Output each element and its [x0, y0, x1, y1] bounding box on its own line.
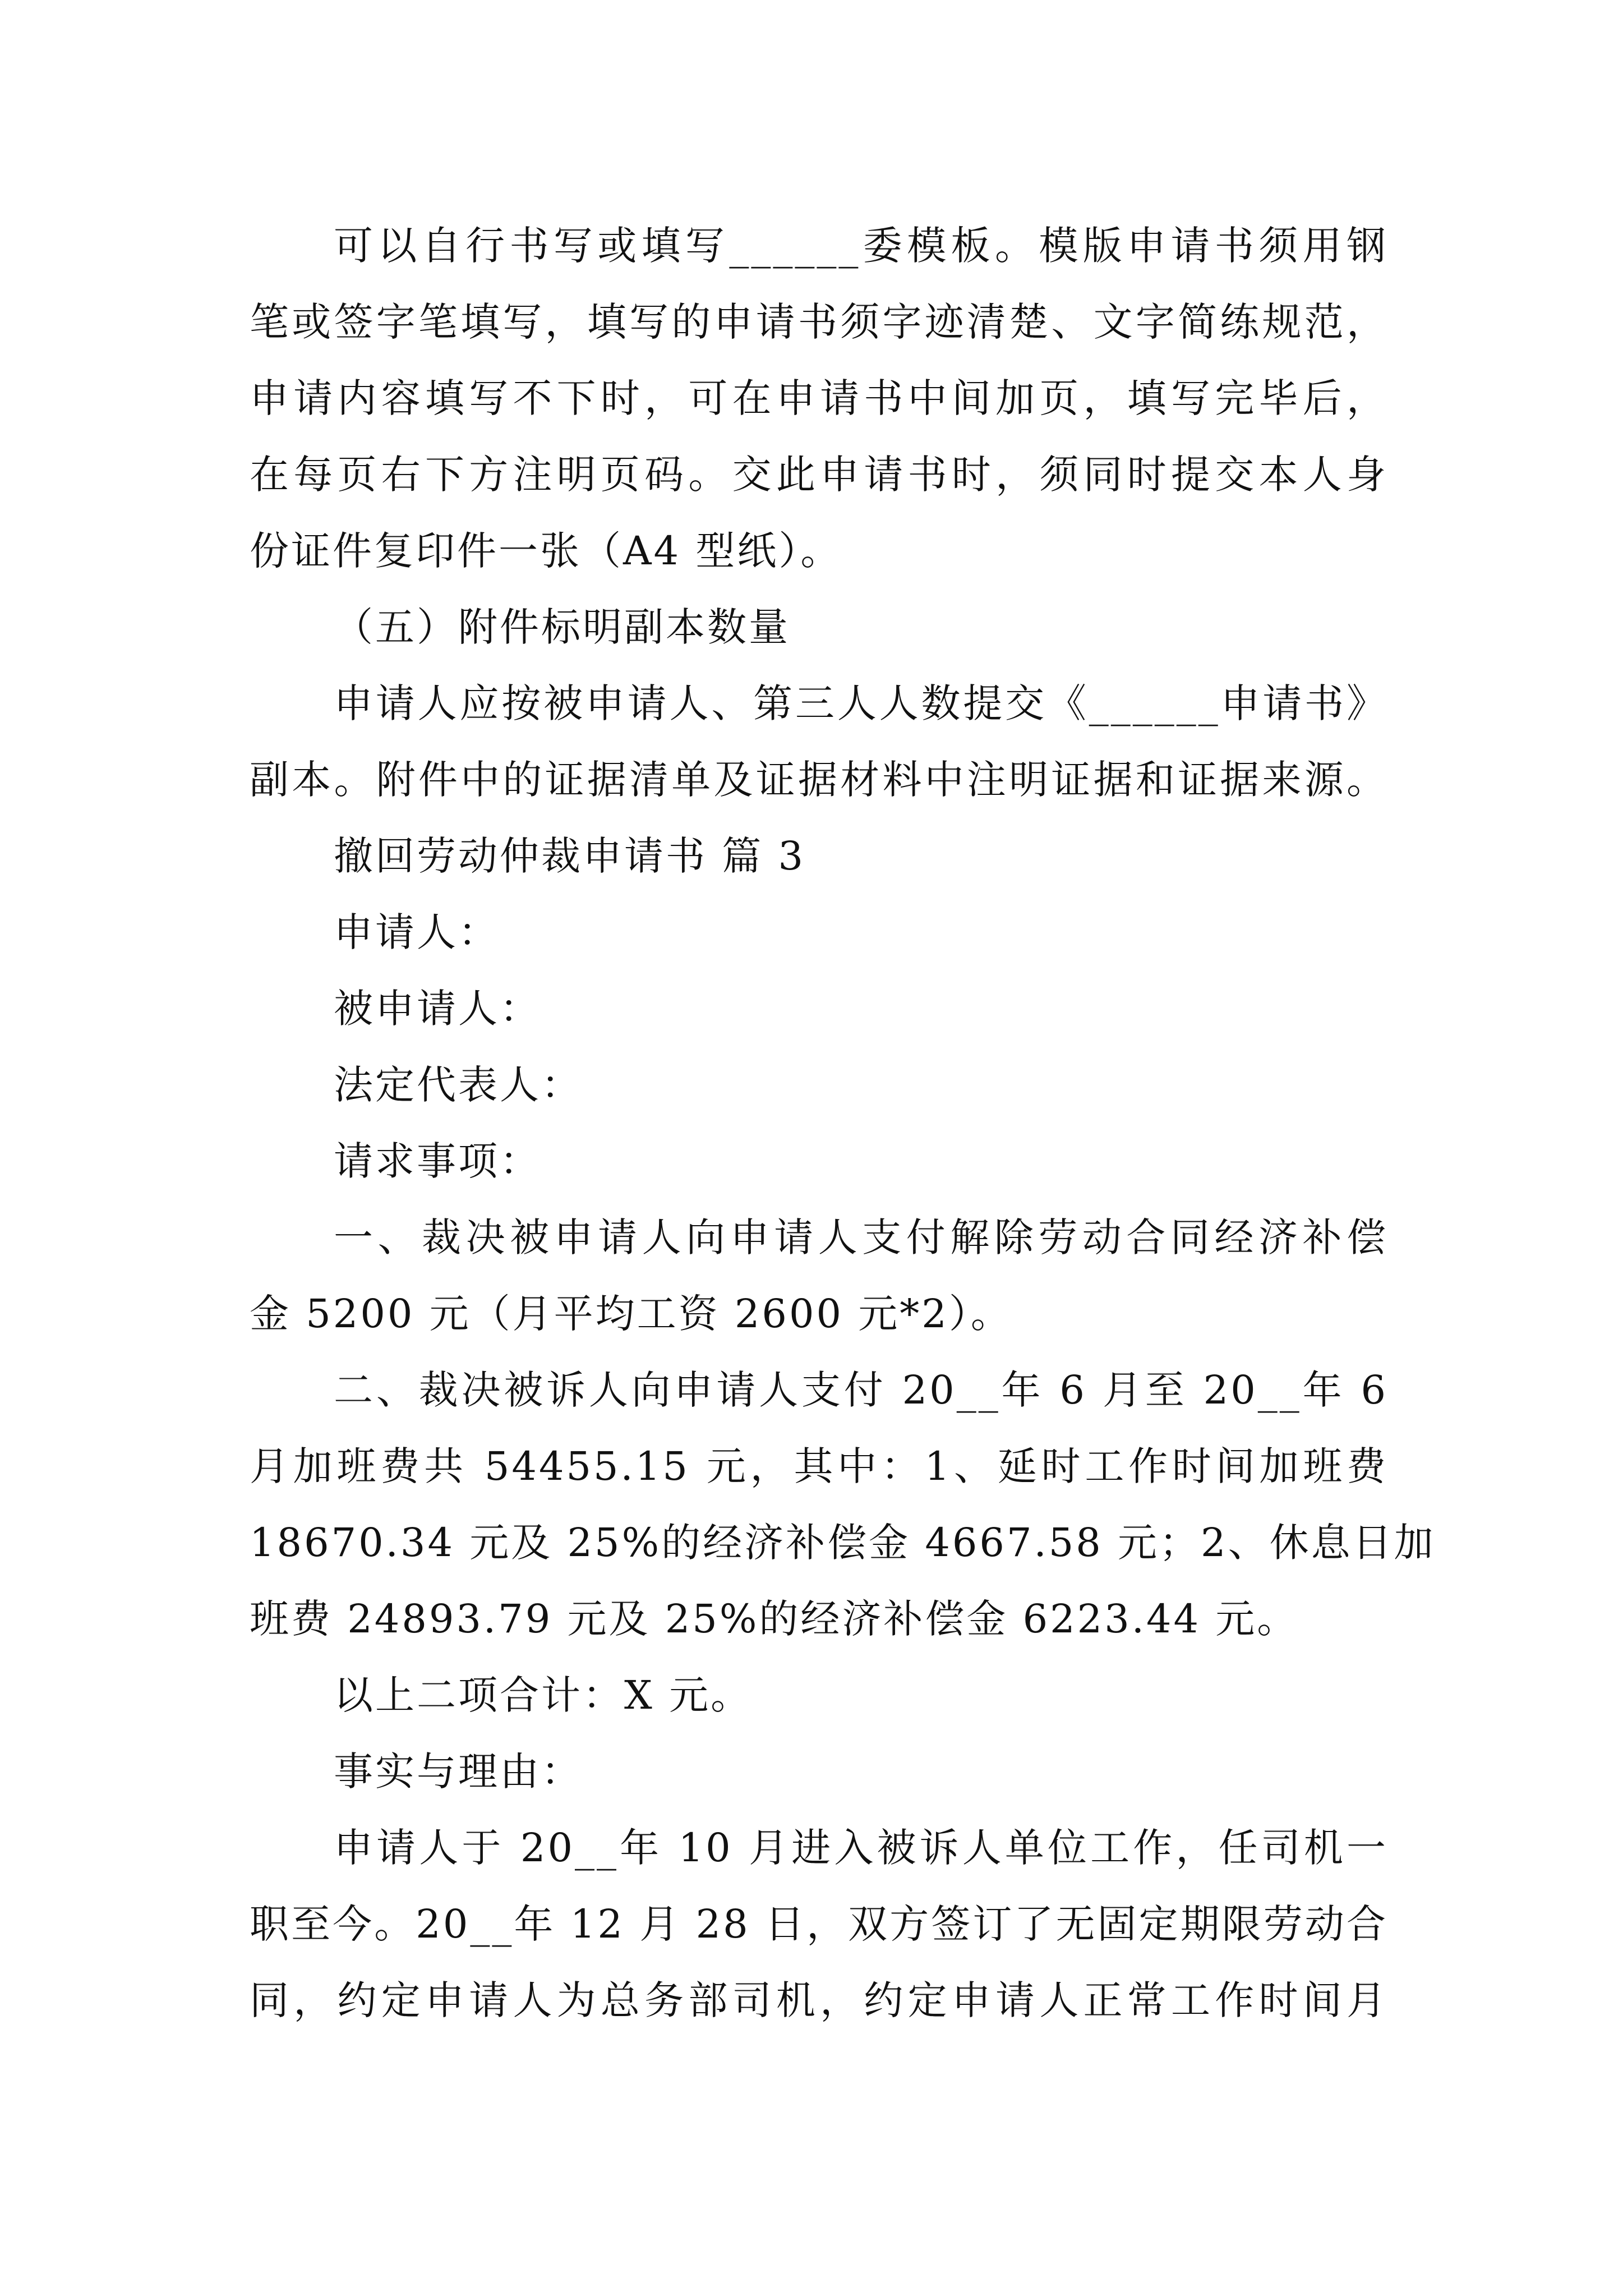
- paragraph-line: 以上二项合计：X 元。: [334, 1672, 753, 1718]
- document-body: [250, 208, 1436, 2039]
- field-label-facts-reasons: 事实与理由：: [334, 1749, 583, 1795]
- paragraph-line: 在每页右下方注明页码。交此申请书时，须同时提交本人身: [250, 452, 1388, 498]
- section-heading: （五）附件标明副本数量: [334, 604, 790, 650]
- paragraph-line: 份证件复印件一张（A4 型纸）。: [250, 528, 842, 574]
- paragraph-line: 二、裁决被诉人向申请人支付 20__年 6 月至 20__年 6: [334, 1367, 1388, 1413]
- paragraph-line: 申请人于 20__年 10 月进入被诉人单位工作，任司机一: [334, 1825, 1388, 1871]
- paragraph-line: 班费 24893.79 元及 25%的经济补偿金 6223.44 元。: [250, 1596, 1299, 1642]
- paragraph-line: 18670.34 元及 25%的经济补偿金 4667.58 元；2、休息日加: [250, 1520, 1436, 1566]
- paragraph-line: 职至今。20__年 12 月 28 日，双方签订了无固定期限劳动合: [250, 1901, 1388, 1947]
- field-label-respondent: 被申请人：: [334, 986, 541, 1032]
- paragraph-line: 申请人应按被申请人、第三人人数提交《______申请书》: [334, 680, 1388, 726]
- paragraph-line: 同，约定申请人为总务部司机，约定申请人正常工作时间月: [250, 1977, 1388, 2023]
- paragraph-line: 笔或签字笔填写，填写的申请书须字迹清楚、文字简练规范，: [250, 299, 1388, 345]
- paragraph-line: 申请内容填写不下时，可在申请书中间加页，填写完毕后，: [250, 375, 1388, 421]
- paragraph-line: 可以自行书写或填写______委模板。模版申请书须用钢: [334, 223, 1388, 269]
- field-label-legal-representative: 法定代表人：: [334, 1062, 583, 1108]
- paragraph-line: 副本。附件中的证据清单及证据材料中注明证据和证据来源。: [250, 757, 1388, 803]
- paragraph-line: 月加班费共 54455.15 元，其中：1、延时工作时间加班费: [250, 1443, 1388, 1489]
- document-title: 撤回劳动仲裁申请书 篇 3: [334, 833, 806, 879]
- paragraph-line: 一、裁决被申请人向申请人支付解除劳动合同经济补偿: [334, 1214, 1388, 1260]
- paragraph-line: 金 5200 元（月平均工资 2600 元*2）。: [250, 1291, 1012, 1337]
- field-label-applicant: 申请人：: [334, 909, 500, 955]
- field-label-claims: 请求事项：: [334, 1138, 541, 1184]
